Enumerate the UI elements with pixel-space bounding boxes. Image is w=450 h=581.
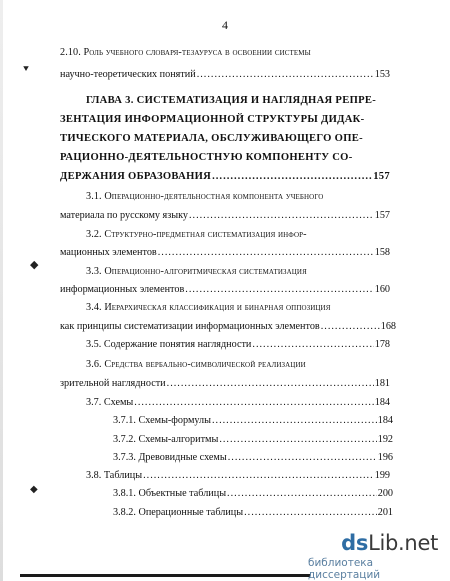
toc-entry-line: 3.3. Операционно-алгоритмическая систематизация xyxy=(86,266,307,277)
toc-page-number: 199 xyxy=(374,470,390,481)
toc-entry-last-line: зрительной наглядности ..... 181 xyxy=(60,377,390,390)
toc-entry-last-line: научно-теоретических понятий ..... 153 xyxy=(60,68,390,81)
toc-entry-line: 3.6. Средства вербально-символической реализации xyxy=(86,359,306,370)
toc-page-number: 178 xyxy=(374,339,390,350)
toc-page-number: 157 xyxy=(373,171,390,182)
scan-mark-icon: ⯆ xyxy=(22,64,30,75)
toc-entry-last-line: 3.5. Содержание понятия наглядности ..... 178 xyxy=(86,338,390,351)
chapter-heading-line: РАЦИОННО-ДЕЯТЕЛЬНОСТНУЮ КОМПОНЕНТУ СО- xyxy=(60,152,353,163)
toc-entry-last-line: мационных элементов ..... 158 xyxy=(60,246,390,259)
toc-page-number: 157 xyxy=(374,210,390,221)
toc-entry-last-line: 3.8. Таблицы ..... 199 xyxy=(86,469,390,482)
toc-page-number: 200 xyxy=(377,488,393,499)
chapter-heading-line: ГЛАВА 3. СИСТЕМАТИЗАЦИЯ И НАГЛЯДНАЯ РЕПРЕ- xyxy=(86,95,377,106)
toc-entry-last-line: материала по русскому языку ..... 157 xyxy=(60,209,390,222)
toc-page-number: 184 xyxy=(377,415,393,426)
scan-bottom-rule xyxy=(20,574,310,577)
toc-page-number: 192 xyxy=(377,434,393,445)
toc-entry-last-line: 3.7.1. Схемы-формулы ..... 184 xyxy=(113,414,393,427)
toc-page-number: 158 xyxy=(374,247,390,258)
scan-mark-icon: ◆ xyxy=(30,484,38,495)
toc-entry-last-line: 3.8.2. Операционные таблицы ..... 201 xyxy=(113,506,393,519)
logo-subtitle: библиотека диссертаций xyxy=(308,557,381,581)
toc-entry-last-line: 3.7.3. Древовидные схемы ..... 196 xyxy=(113,451,393,464)
toc-entry-last-line: 3.8.1. Объектные таблицы ..... 200 xyxy=(113,487,393,500)
chapter-heading-last-line: ДЕРЖАНИЯ ОБРАЗОВАНИЯ ..... 157 xyxy=(60,170,390,183)
toc-page-number: 168 xyxy=(380,321,396,332)
toc-page-number: 184 xyxy=(374,397,390,408)
page-number: 4 xyxy=(222,18,228,32)
toc-entry-line: 3.4. Иерархическая классификация и бинарная оппозиция xyxy=(86,302,331,313)
scan-mark-icon: ◆ xyxy=(30,258,39,271)
toc-page-number: 160 xyxy=(374,284,390,295)
toc-entry-last-line: информационных элементов ..... 160 xyxy=(60,283,390,296)
toc-entry-last-line: как принципы систематизации информационных элементов ..... 168 xyxy=(60,320,396,333)
toc-entry-last-line: 3.7. Схемы ..... 184 xyxy=(86,396,390,409)
toc-page-number: 201 xyxy=(377,507,393,518)
toc-page-number: 196 xyxy=(377,452,393,463)
chapter-heading-line: ТИЧЕСКОГО МАТЕРИАЛА, ОБСЛУЖИВАЮЩЕГО ОПЕ- xyxy=(60,133,363,144)
toc-entry-last-line: 3.7.2. Схемы-алгоритмы ..... 192 xyxy=(113,433,393,446)
toc-entry-line: 3.2. Структурно-предметная систематизация инфор- xyxy=(86,229,307,240)
dslib-logo[interactable]: dsLib.net библиотека диссертаций xyxy=(308,531,438,581)
toc-entry-line: 2.10. Роль учебного словаря-тезауруса в освоении системы xyxy=(60,47,311,58)
toc-page-number: 181 xyxy=(374,378,390,389)
toc-entry-line: 3.1. Операционно-деятельностная компонента учебного xyxy=(86,191,324,202)
chapter-heading-line: ЗЕНТАЦИЯ ИНФОРМАЦИОННОЙ СТРУКТУРЫ ДИДАК- xyxy=(60,114,365,125)
toc-page-number: 153 xyxy=(374,69,390,80)
